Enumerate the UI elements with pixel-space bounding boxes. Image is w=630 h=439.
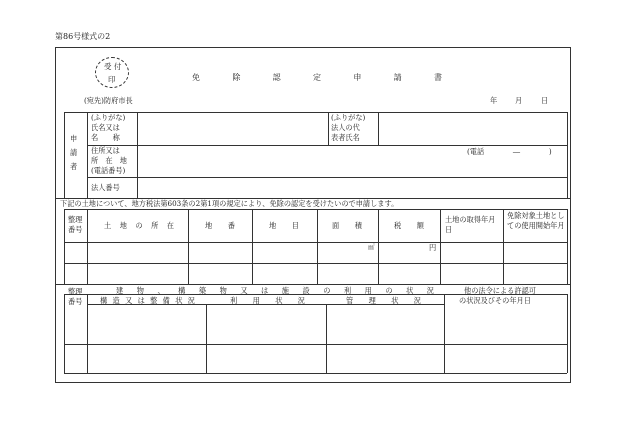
applicant-label: 申請者 bbox=[70, 134, 78, 171]
th-location: 土 地 の 所 在 bbox=[104, 221, 174, 230]
addressee: (宛先)防府市長 bbox=[84, 96, 133, 105]
th-lot-number: 地 番 bbox=[205, 221, 235, 230]
phone-field[interactable]: (電話 ― ) bbox=[467, 147, 552, 156]
form-number: 第86号様式の2 bbox=[55, 32, 111, 41]
corp-rep-label-2: 表者氏名 bbox=[331, 133, 360, 142]
date-day: 日 bbox=[541, 96, 549, 105]
date-month: 月 bbox=[515, 96, 523, 105]
date-year: 年 bbox=[490, 96, 498, 105]
form-title: 免 除 認 定 申 請 書 bbox=[192, 73, 442, 82]
corp-representative-field[interactable] bbox=[379, 113, 566, 144]
th-use-start: 免除対象土地としての使用開始年月 bbox=[507, 211, 565, 230]
seal-bottom: 印 bbox=[108, 75, 116, 84]
bt-group-header: 建 物 、 構 築 物 又 は 施 設 の 利 用 の 状 況 bbox=[116, 286, 434, 295]
land-row-1[interactable] bbox=[88, 243, 187, 262]
address-label: 住所又は bbox=[91, 146, 120, 155]
bt-permit-header: 他の法令による許認可 bbox=[464, 286, 536, 295]
corp-rep-furigana-label: (ふりがな) bbox=[331, 113, 366, 122]
corp-rep-label: 法人の代 bbox=[331, 123, 360, 132]
building-row-1[interactable] bbox=[88, 305, 205, 343]
th-land-category: 地 目 bbox=[269, 221, 299, 230]
area-unit: ㎡ bbox=[368, 243, 375, 251]
th-seq-number: 整理番号 bbox=[68, 215, 83, 234]
land-row-2[interactable] bbox=[88, 264, 187, 283]
receipt-seal bbox=[95, 57, 129, 88]
bt-permit-header-2: の状況及びその年月日 bbox=[459, 296, 531, 305]
application-statement: 下記の土地について、地方税法第603条の2第1項の規定により、免除の認定を受けたいので申請します。 bbox=[60, 199, 399, 208]
building-row-2[interactable] bbox=[88, 345, 205, 372]
applicant-name-field[interactable] bbox=[138, 113, 327, 144]
th-area: 面 積 bbox=[332, 221, 362, 230]
name-label: 氏名又は bbox=[91, 123, 120, 132]
bt-seq-number: 整理番号 bbox=[68, 287, 83, 306]
th-tax-amount: 税 額 bbox=[394, 221, 424, 230]
tax-unit: 円 bbox=[429, 243, 437, 252]
th-acquisition-date: 土地の取得年月日 bbox=[445, 215, 496, 234]
name-furigana-label: (ふりがな) bbox=[91, 113, 126, 122]
address-label-2: 所 在 地 bbox=[91, 156, 127, 165]
bt-management: 管 理 状 況 bbox=[346, 296, 421, 305]
bt-usage: 利 用 状 況 bbox=[230, 296, 305, 305]
name-label-2: 名 称 bbox=[91, 133, 120, 142]
phone-label: (電話番号) bbox=[91, 166, 126, 175]
corp-number-label: 法人番号 bbox=[91, 183, 120, 192]
bt-structure: 構 造 又 は 整 備 状 況 bbox=[100, 296, 195, 305]
corp-number-field[interactable] bbox=[138, 178, 566, 197]
seal-top: 受 付 bbox=[104, 62, 122, 71]
